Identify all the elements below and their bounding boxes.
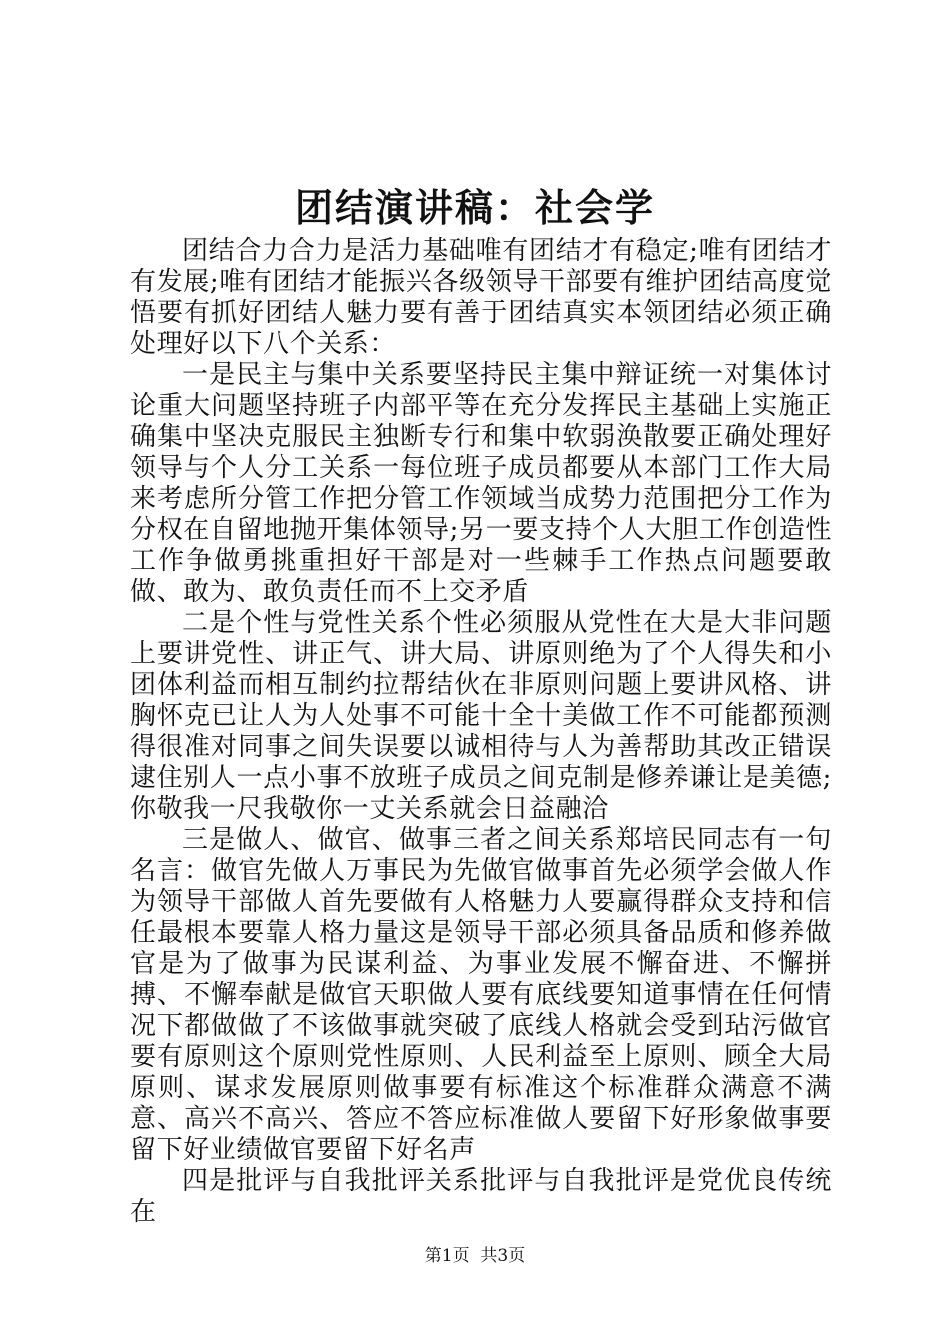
paragraph-intro: 团结合力合力是活力基础唯有团结才有稳定;唯有团结才有发展;唯有团结才能振兴各级领导干部要有维护团结高度觉悟要有抓好团结人魅力要有善于团结真实本领团结必须正确处理好以下八个关系：: [130, 236, 832, 359]
document-body: [130, 236, 832, 1228]
paragraph-two: 二是个性与党性关系个性必须服从党性在大是大非问题上要讲党性、讲正气、讲大局、讲原则绝为了个人得失和小团体利益而相互制约拉帮结伙在非原则问题上要讲风格、讲胸怀克已让人为人处事不可能十全十美做工作不可能都预测得很准对同事之间失误要以诚相待与人为善帮助其改正错误逮住别人一点小事不放班子成员之间克制是修养谦让是美德;你敬我一尺我敬你一丈关系就会日益融洽: [130, 608, 832, 824]
paragraph-three: 三是做人、做官、做事三者之间关系郑培民同志有一句名言：做官先做人万事民为先做官做事首先必须学会做人作为领导干部做人首先要做有人格魅力人要赢得群众支持和信任最根本要靠人格力量这是领导干部必须具备品质和修养做官是为了做事为民谋利益、为事业发展不懈奋进、不懈拼搏、不懈奉献是做官天职做人要有底线要知道事情在任何情况下都做做了不该做事就突破了底线人格就会受到玷污做官要有原则这个原则党性原则、人民利益至上原则、顾全大局原则、谋求发展原则做事要有标准这个标准群众满意不满意、高兴不高兴、答应不答应标准做人要留下好形象做事要留下好业绩做官要留下好名声: [130, 825, 832, 1165]
document-title: 团结演讲稿：社会学: [294, 186, 655, 230]
page-indicator: 第1页 共3页: [424, 1246, 526, 1266]
paragraph-four: 四是批评与自我批评关系批评与自我批评是党优良传统在: [130, 1166, 832, 1227]
paragraph-one: 一是民主与集中关系要坚持民主集中辩证统一对集体讨论重大问题坚持班子内部平等在充分发挥民主基础上实施正确集中坚决克服民主独断专行和集中软弱涣散要正确处理好领导与个人分工关系一每位班子成员都要从本部门工作大局来考虑所分管工作把分管工作领域当成势力范围把分工作为分权在自留地抛开集体领导;另一要支持个人大胆工作创造性工作争做勇挑重担好干部是对一些棘手工作热点问题要敢做、敢为、敢负责任而不上交矛盾: [130, 360, 832, 607]
